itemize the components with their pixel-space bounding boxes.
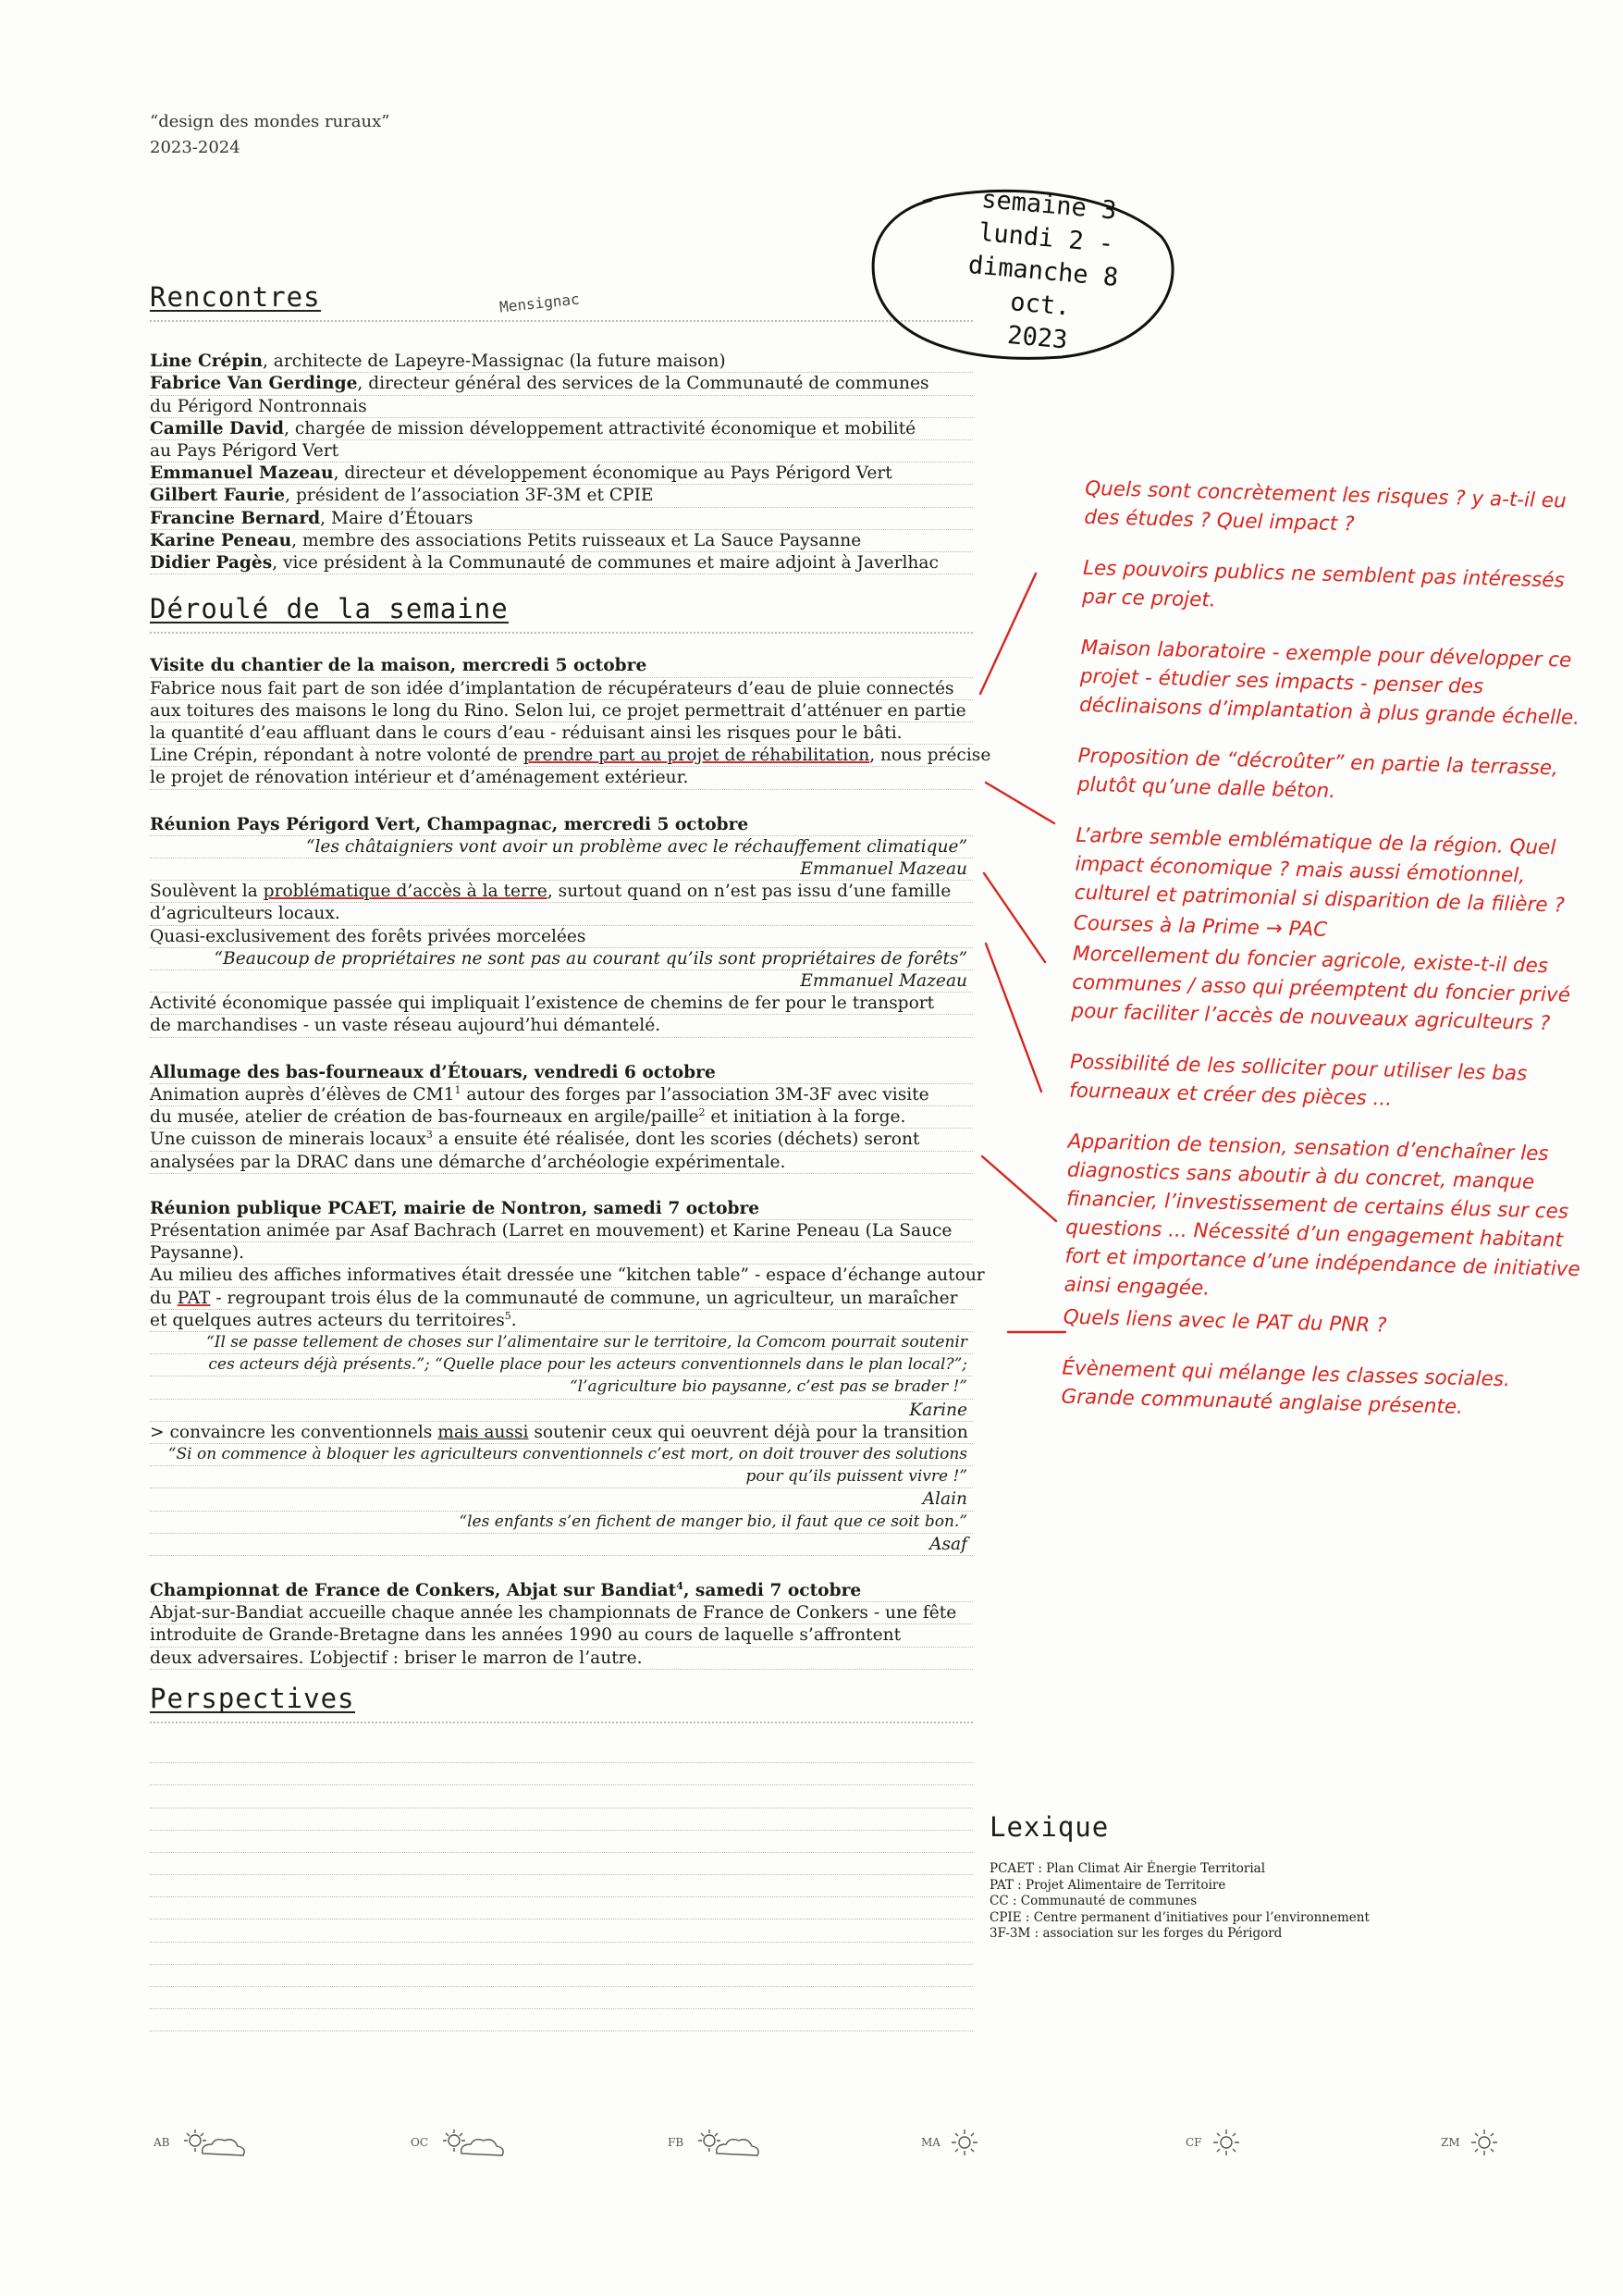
weather-label: CF	[1186, 2136, 1202, 2149]
deroule-title: Déroulé de la semaine	[150, 593, 509, 625]
empty-line	[150, 1920, 973, 1942]
empty-line	[150, 2009, 973, 2031]
rencontres-list	[150, 351, 973, 574]
cloud-sun-icon	[175, 2126, 260, 2159]
text-line: Soulèvent la problématique d’accès à la terre, surtout quand on n’est pas issu d’une famille	[150, 881, 973, 903]
weather-label: OC	[411, 2136, 429, 2149]
main-column	[150, 281, 991, 2031]
text-line: > convaincre les conventionnels mais aussi soutenir ceux qui oeuvrent déjà pour la transition	[150, 1422, 973, 1444]
list-item: Emmanuel Mazeau, directeur et développement économique au Pays Périgord Vert	[150, 463, 973, 485]
sun-icon	[1208, 2126, 1245, 2159]
weather-item	[668, 2126, 774, 2159]
allumage-heading: Allumage des bas-fourneaux d’Étouars, vendredi 6 octobre	[150, 1062, 973, 1084]
text-line: d’agriculteurs locaux.	[150, 903, 973, 925]
weather-label: MA	[921, 2136, 941, 2149]
list-item: Fabrice Van Gerdinge, directeur général des services de la Communauté de communes	[150, 373, 973, 395]
reunion-ppv-block	[150, 814, 973, 1038]
lexique-item: 3F-3M : association sur les forges du Périgord	[990, 1926, 1283, 1941]
weather-item	[1441, 2126, 1503, 2159]
connector-line	[986, 783, 1054, 823]
weather-label: ZM	[1441, 2136, 1460, 2149]
note: Proposition de “décroûter” en partie la terrasse, plutôt qu’une dalle béton.	[1076, 744, 1559, 804]
deroule-section	[150, 593, 973, 651]
weather-label: AB	[154, 2136, 170, 2149]
empty-line	[150, 1853, 973, 1875]
connector-line	[982, 1156, 1056, 1221]
empty-line	[150, 1831, 973, 1853]
quote-source: Asaf	[150, 1534, 973, 1556]
reunion-ppv-heading: Réunion Pays Périgord Vert, Champagnac, mercredi 5 octobre	[150, 814, 973, 836]
lexique-box	[990, 1811, 1507, 1943]
stamp-start: lundi 2 -	[977, 217, 1115, 259]
quote-source: Emmanuel Mazeau	[150, 858, 973, 881]
text-line: analysées par la DRAC dans une démarche d’archéologie expérimentale.	[150, 1152, 973, 1174]
weather-label: FB	[668, 2136, 684, 2149]
perspectives-lines	[150, 1741, 973, 2031]
cloud-sun-icon	[689, 2126, 774, 2159]
list-item: Gilbert Faurie, président de l’association 3F-3M et CPIE	[150, 485, 973, 507]
note: Morcellement du foncier agricole, existe-t-il des communes / asso qui préemptent du foncier privé pour faciliter l’accès de nouveaux agriculteurs ?	[1071, 942, 1571, 1036]
quote-line: ces acteurs déjà présents.”; “Quelle place pour les acteurs conventionnels dans le plan local?”;	[150, 1354, 973, 1376]
quote-line: pour qu’ils puissent vivre !”	[150, 1466, 973, 1488]
text-line: Quasi-exclusivement des forêts privées morcelées	[150, 926, 973, 948]
cloud-sun-icon	[434, 2126, 519, 2159]
text-line: Activité économique passée qui impliquait l’existence de chemins de fer pour le transport	[150, 993, 973, 1015]
empty-line	[150, 1808, 973, 1831]
weather-item	[1186, 2126, 1245, 2159]
conkers-block	[150, 1580, 973, 1670]
text-line: Fabrice nous fait part de son idée d’implantation de récupérateurs d’eau de pluie connectés	[150, 678, 973, 700]
quote-source: Karine	[150, 1400, 973, 1422]
note: Maison laboratoire - exemple pour développer ce projet - étudier ses impacts - penser des déclinaisons d’implantation à plus grande échelle.	[1078, 636, 1580, 730]
rencontres-title: Rencontres	[150, 281, 321, 313]
stamp-year: 2023	[1006, 320, 1069, 355]
quote-source: Alain	[150, 1488, 973, 1511]
note: Les pouvoirs publics ne semblent pas intéressés par ce projet.	[1081, 556, 1566, 612]
list-item: Line Crépin, architecte de Lapeyre-Massignac (la future maison)	[150, 351, 973, 373]
quote-line: “les châtaigniers vont avoir un problème avec le réchauffement climatique”	[150, 836, 973, 858]
text-line: et quelques autres acteurs du territoires$^5$.	[150, 1310, 973, 1332]
list-item: Karine Peneau, membre des associations Petits ruisseaux et La Sauce Paysanne	[150, 530, 973, 552]
note: Possibilité de les solliciter pour utiliser les bas fourneaux et créer des pièces ...	[1068, 1050, 1528, 1111]
note: Évènement qui mélange les classes sociales. Grande communauté anglaise présente.	[1061, 1356, 1511, 1419]
weather-strip	[0, 2126, 1623, 2172]
connector-line	[984, 873, 1045, 962]
sun-icon	[1466, 2126, 1503, 2159]
lexique-item: PCAET : Plan Climat Air Énergie Territorial	[990, 1861, 1266, 1876]
perspectives-section	[150, 1682, 973, 1741]
quote-source: Emmanuel Mazeau	[150, 970, 973, 993]
quote-line: “Si on commence à bloquer les agriculteurs conventionnels c’est mort, on doit trouver des solutions	[150, 1444, 973, 1466]
quote-line: “les enfants s’en fichent de manger bio, il faut que ce soit bon.”	[150, 1512, 973, 1534]
note: Apparition de tension, sensation d’enchaîner les diagnostics sans aboutir à du concret, manque financier, l’investissement de certains élus sur ces questions ... Nécessité d’un engagement habitant fort et importance d’une indépendance de initiative ainsi engagée.	[1064, 1129, 1580, 1301]
empty-line	[150, 1897, 973, 1920]
conkers-heading: Championnat de France de Conkers, Abjat sur Bandiat$^4$, samedi 7 octobre	[150, 1580, 973, 1602]
visite-heading: Visite du chantier de la maison, mercredi 5 octobre	[150, 655, 973, 677]
connector-line	[986, 944, 1041, 1092]
pcaet-block	[150, 1198, 985, 1556]
text-line: du PAT - regroupant trois élus de la communauté de commune, un agriculteur, un maraîcher	[150, 1288, 973, 1310]
course-years: 2023-2024	[150, 138, 240, 157]
stamp-week: semaine 3	[980, 184, 1118, 226]
quote-line: “l’agriculture bio paysanne, c’est pas se brader !”	[150, 1376, 973, 1399]
weather-item	[921, 2126, 983, 2159]
empty-line	[150, 1741, 973, 1763]
empty-line	[150, 1965, 973, 1987]
empty-line	[150, 1943, 973, 1965]
pcaet-heading: Réunion publique PCAET, mairie de Nontron, samedi 7 octobre	[150, 1198, 973, 1220]
allumage-block	[150, 1062, 973, 1174]
visite-block	[150, 655, 991, 789]
list-item: Didier Pagès, vice président à la Communauté de communes et maire adjoint à Javerlhac	[150, 552, 973, 574]
text-line: Line Crépin, répondant à notre volonté de prendre part au projet de réhabilitation, nous précise	[150, 745, 973, 767]
list-item: Francine Bernard, Maire d’Étouars	[150, 508, 973, 530]
handwritten-notes	[1061, 475, 1604, 1447]
stamp-end: dimanche 8 oct.	[966, 250, 1120, 322]
text-line: Présentation animée par Asaf Bachrach (Larret en mouvement) et Karine Peneau (La Sauce	[150, 1220, 973, 1242]
connector-line	[980, 574, 1036, 694]
text-line: introduite de Grande-Bretagne dans les années 1990 au cours de laquelle s’affrontent	[150, 1624, 973, 1647]
text-line: de marchandises - un vaste réseau aujourd’hui démantelé.	[150, 1015, 973, 1037]
note: L’arbre semble emblématique de la région. Quel impact économique ? mais aussi émotionnel, culturel et patrimonial si disparition de la filière ?	[1074, 823, 1566, 918]
list-item: du Périgord Nontronnais	[150, 396, 973, 418]
empty-line	[150, 1763, 973, 1785]
handwritten-margin-tag: Mensignac	[498, 290, 581, 316]
empty-line	[150, 1987, 973, 2009]
note: Quels liens avec le PAT du PNR ?	[1063, 1305, 1387, 1338]
perspectives-title: Perspectives	[150, 1682, 355, 1714]
empty-line	[150, 1785, 973, 1808]
lexique-item: PAT : Projet Alimentaire de Territoire	[990, 1877, 1226, 1893]
text-line: du musée, atelier de création de bas-fourneaux en argile/paille$^2$ et initiation à la forge.	[150, 1106, 973, 1129]
text-line: Au milieu des affiches informatives était dressée une “kitchen table” - espace d’échange autour	[150, 1265, 973, 1287]
course-title: “design des mondes ruraux”	[150, 112, 390, 131]
list-item: au Pays Périgord Vert	[150, 440, 973, 463]
lexique-item: CPIE : Centre permanent d’initiatives pour l’environnement	[990, 1909, 1370, 1925]
lexique-title: Lexique	[990, 1811, 1110, 1843]
rencontres-section	[150, 281, 973, 339]
text-line: Paysanne).	[150, 1242, 973, 1265]
text-line: aux toitures des maisons le long du Rino. Selon lui, ce projet permettrait d’atténuer en partie	[150, 700, 973, 722]
annotation-connectors	[953, 564, 1073, 1397]
note: Courses à la Prime → PAC	[1073, 911, 1328, 942]
quote-line: “Il se passe tellement de choses sur l’alimentaire sur le territoire, la Comcom pourrait soutenir	[150, 1332, 973, 1354]
note: Quels sont concrètement les risques ? y a-t-il eu des études ? Quel impact ?	[1084, 476, 1568, 537]
quote-line: “Beaucoup de propriétaires ne sont pas au courant qu’ils sont propriétaires de forêts”	[150, 948, 973, 970]
weather-item	[411, 2126, 519, 2159]
empty-line	[150, 1875, 973, 1897]
text-line: Une cuisson de minerais locaux$^3$ a ensuite été réalisée, dont les scories (déchets) seront	[150, 1129, 973, 1151]
document-header	[150, 109, 389, 161]
text-line: Abjat-sur-Bandiat accueille chaque année les championnats de France de Conkers - une fête	[150, 1602, 973, 1624]
text-line: le projet de rénovation intérieur et d’aménagement extérieur.	[150, 767, 973, 789]
sun-icon	[946, 2126, 983, 2159]
list-item: Camille David, chargée de mission développement attractivité économique et mobilité	[150, 418, 973, 440]
text-line: Animation auprès d’élèves de $CM1^1$ autour des forges par l’association 3M-3F avec visite	[150, 1084, 973, 1106]
lexique-item: CC : Communauté de communes	[990, 1894, 1198, 1908]
text-line: deux adversaires. L’objectif : briser le marron de l’autre.	[150, 1648, 973, 1670]
weather-item	[154, 2126, 260, 2159]
text-line: la quantité d’eau affluant dans le cours d’eau - réduisant ainsi les risques pour le bâti.	[150, 722, 973, 745]
